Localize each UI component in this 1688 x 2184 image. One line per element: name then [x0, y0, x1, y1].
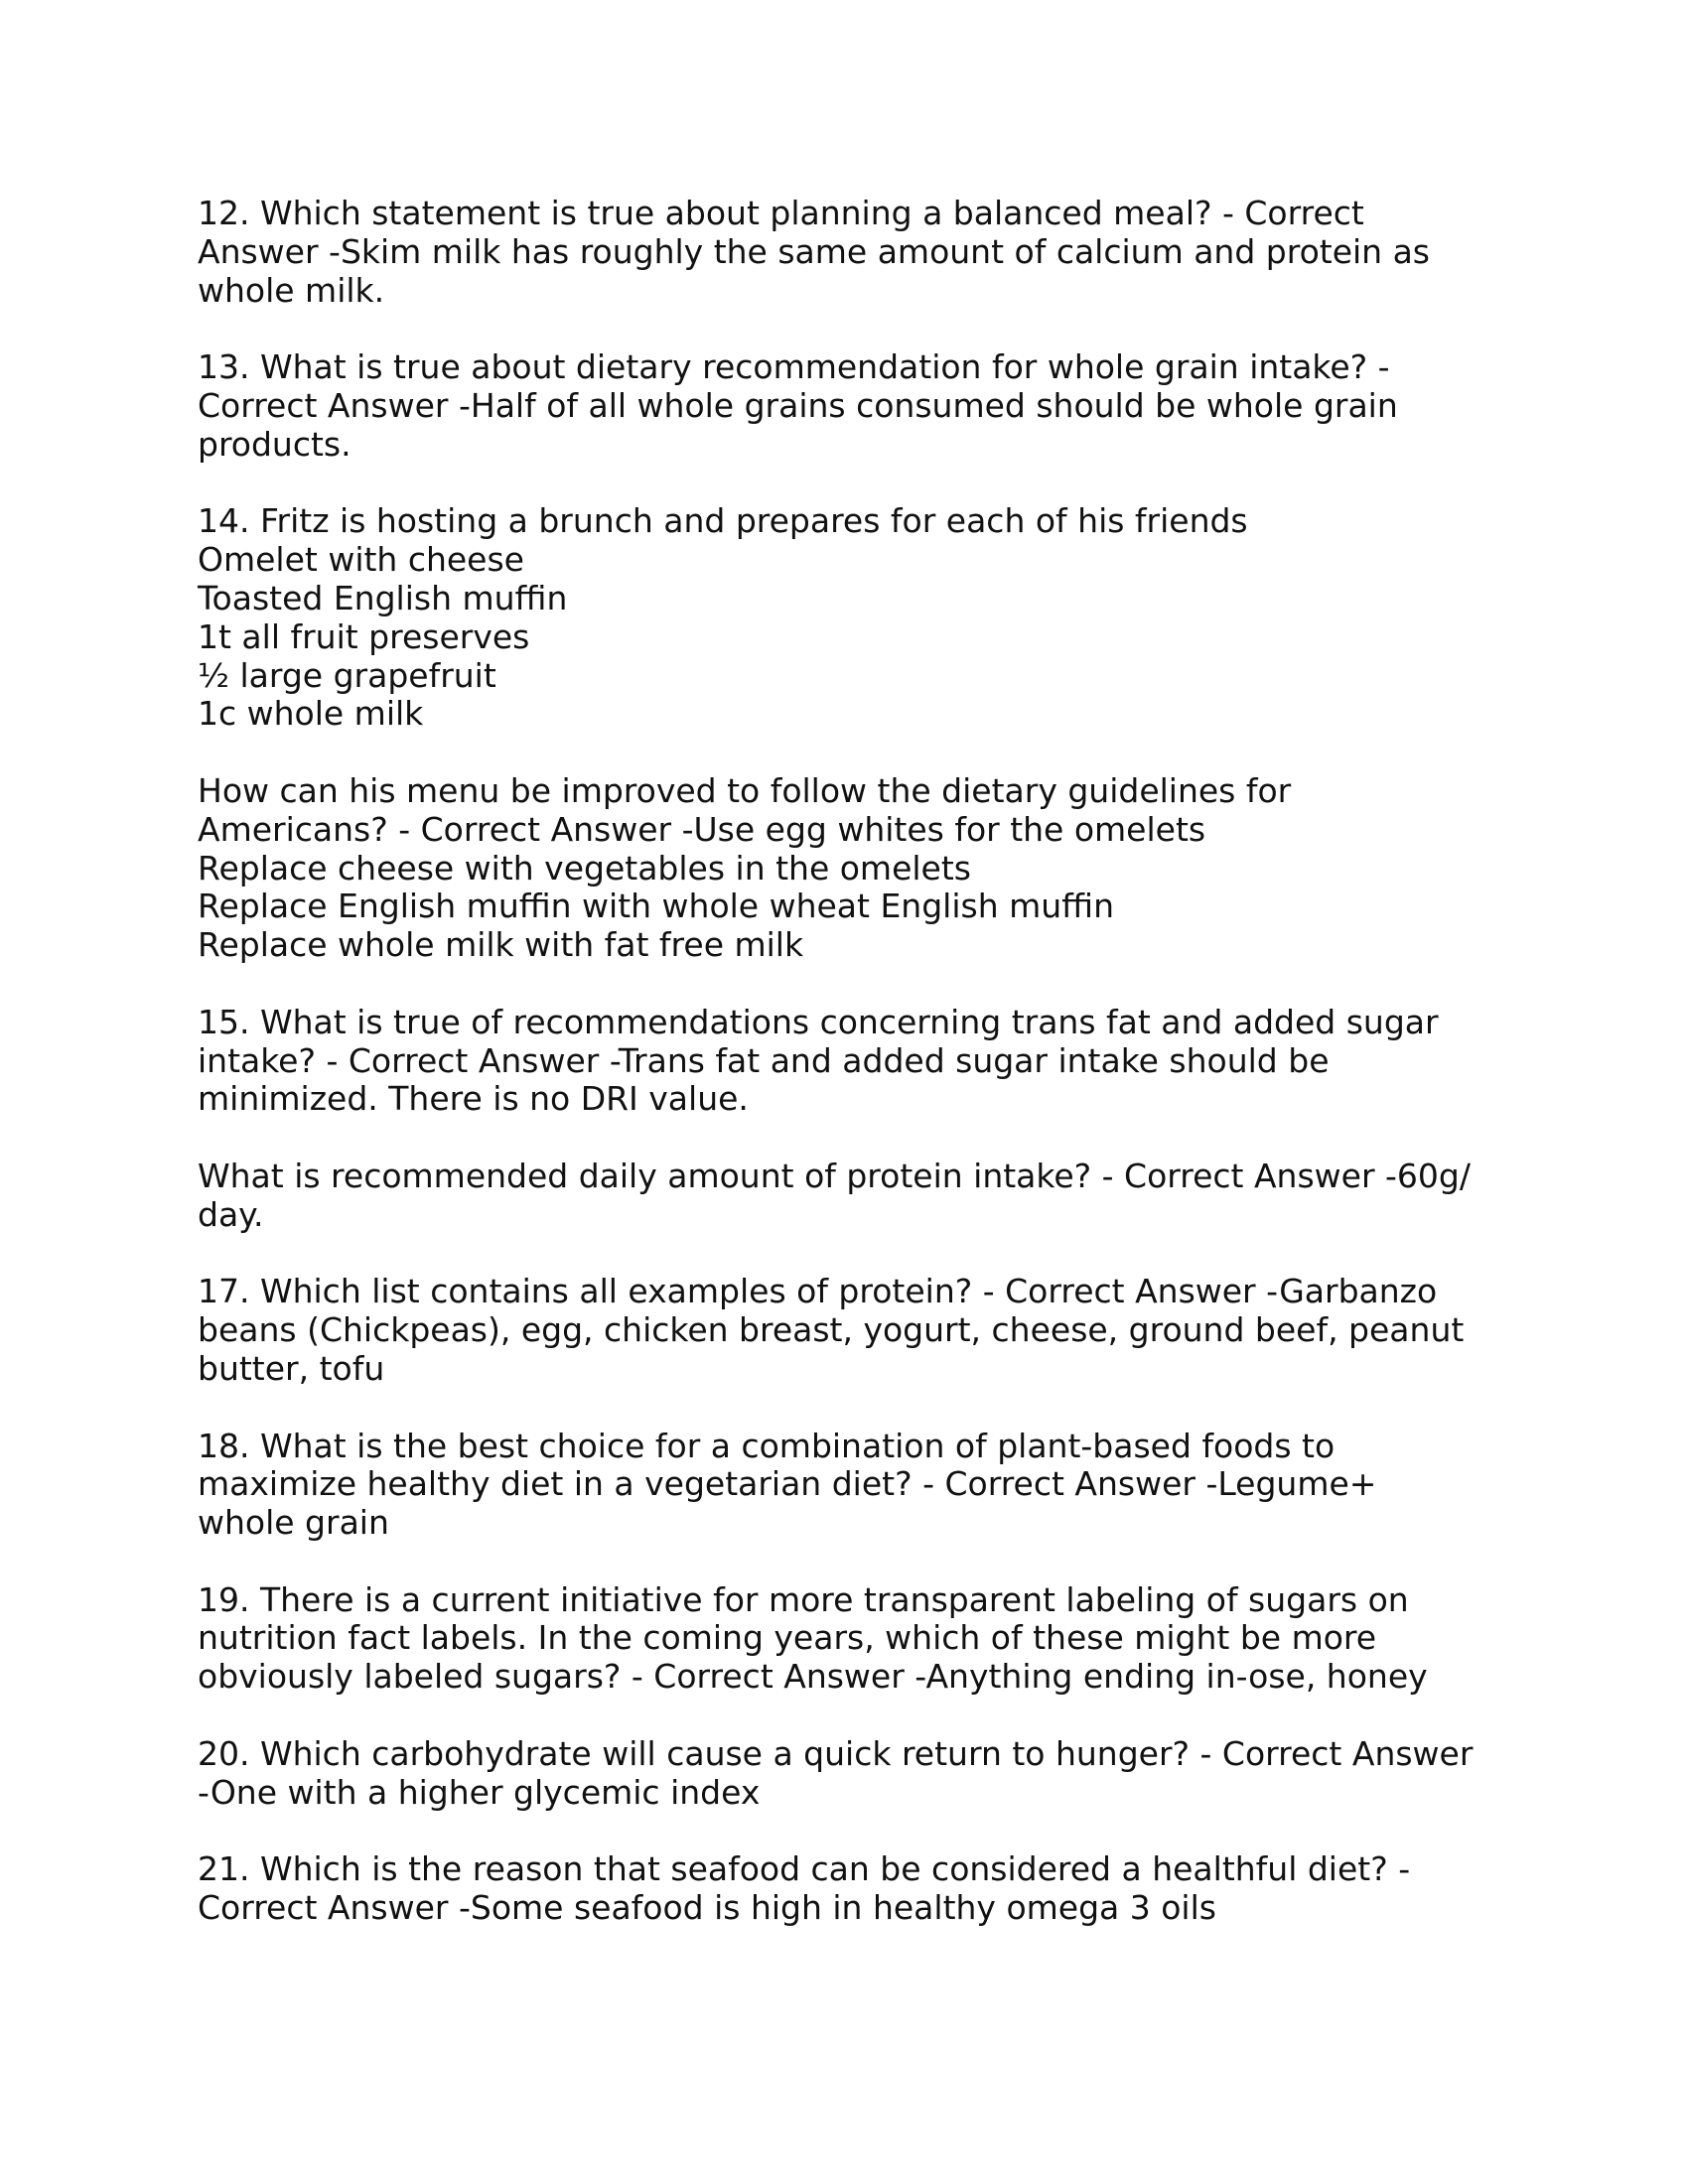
text-line: 15. What is true of recommendations concerning trans fat and added sugar — [198, 1002, 1439, 1041]
question-18 — [198, 1428, 1508, 1543]
text-line: 21. Which is the reason that seafood can be considered a healthful diet? - — [198, 1849, 1411, 1889]
text-line: nutrition fact labels. In the coming years, which of these might be more — [198, 1618, 1377, 1658]
text-line: 12. Which statement is true about planning a balanced meal? - Correct — [198, 194, 1364, 232]
text-line: Answer -Skim milk has roughly the same amount of calcium and protein as — [198, 231, 1430, 271]
text-line: whole milk. — [198, 270, 385, 310]
menu-item: 1c whole milk — [198, 694, 424, 734]
text-line: intake? - Correct Answer -Trans fat and added sugar intake should be — [198, 1040, 1330, 1080]
text-line: whole grain — [198, 1503, 389, 1543]
text-line: products. — [198, 424, 352, 464]
menu-item: Toasted English muffin — [198, 578, 568, 617]
text-line: Replace cheese with vegetables in the omelets — [198, 848, 971, 887]
text-line: Replace whole milk with fat free milk — [198, 925, 804, 965]
text-line: Correct Answer -Half of all whole grains consumed should be whole grain — [198, 385, 1398, 425]
question-21 — [198, 1850, 1508, 1928]
menu-item: 1t all fruit preserves — [198, 616, 530, 656]
text-line: How can his menu be improved to follow the dietary guidelines for — [198, 770, 1292, 810]
text-line: day. — [198, 1194, 264, 1234]
question-12 — [198, 195, 1508, 310]
text-line: 14. Fritz is hosting a brunch and prepares for each of his friends — [198, 501, 1248, 541]
text-line: 17. Which list contains all examples of protein? - Correct Answer -Garbanzo — [198, 1272, 1438, 1311]
question-15 — [198, 1004, 1508, 1119]
question-17 — [198, 1273, 1508, 1388]
menu-item: Omelet with cheese — [198, 540, 524, 580]
text-line: 13. What is true about dietary recommendation for whole grain intake? - — [198, 347, 1390, 387]
text-line: -One with a higher glycemic index — [198, 1772, 761, 1812]
question-protein-intake — [198, 1158, 1508, 1235]
text-line: minimized. There is no DRI value. — [198, 1079, 749, 1119]
text-line: butter, tofu — [198, 1348, 385, 1388]
question-14-menu — [198, 502, 1508, 734]
text-line: 18. What is the best choice for a combination of plant-based foods to — [198, 1426, 1336, 1465]
text-line: Replace English muffin with whole wheat English muffin — [198, 887, 1114, 926]
text-line: maximize healthy diet in a vegetarian diet? - Correct Answer -Legume+ — [198, 1464, 1377, 1504]
document-page — [198, 195, 1508, 1967]
question-19 — [198, 1581, 1508, 1697]
text-line: Correct Answer -Some seafood is high in healthy omega 3 oils — [198, 1888, 1216, 1928]
text-line: obviously labeled sugars? - Correct Answer -Anything ending in-ose, honey — [198, 1657, 1428, 1697]
text-line: What is recommended daily amount of protein intake? - Correct Answer -60g/ — [198, 1156, 1471, 1195]
text-line: 20. Which carbohydrate will cause a quick return to hunger? - Correct Answer — [198, 1733, 1474, 1773]
question-20 — [198, 1735, 1508, 1813]
menu-item: ½ large grapefruit — [198, 655, 496, 695]
question-13 — [198, 348, 1508, 464]
text-line: 19. There is a current initiative for more transparent labeling of sugars on — [198, 1579, 1409, 1619]
text-line: Americans? - Correct Answer -Use egg whites for the omelets — [198, 809, 1206, 849]
text-line: beans (Chickpeas), egg, chicken breast, yogurt, cheese, ground beef, peanut — [198, 1310, 1465, 1350]
question-14-answer — [198, 772, 1508, 965]
